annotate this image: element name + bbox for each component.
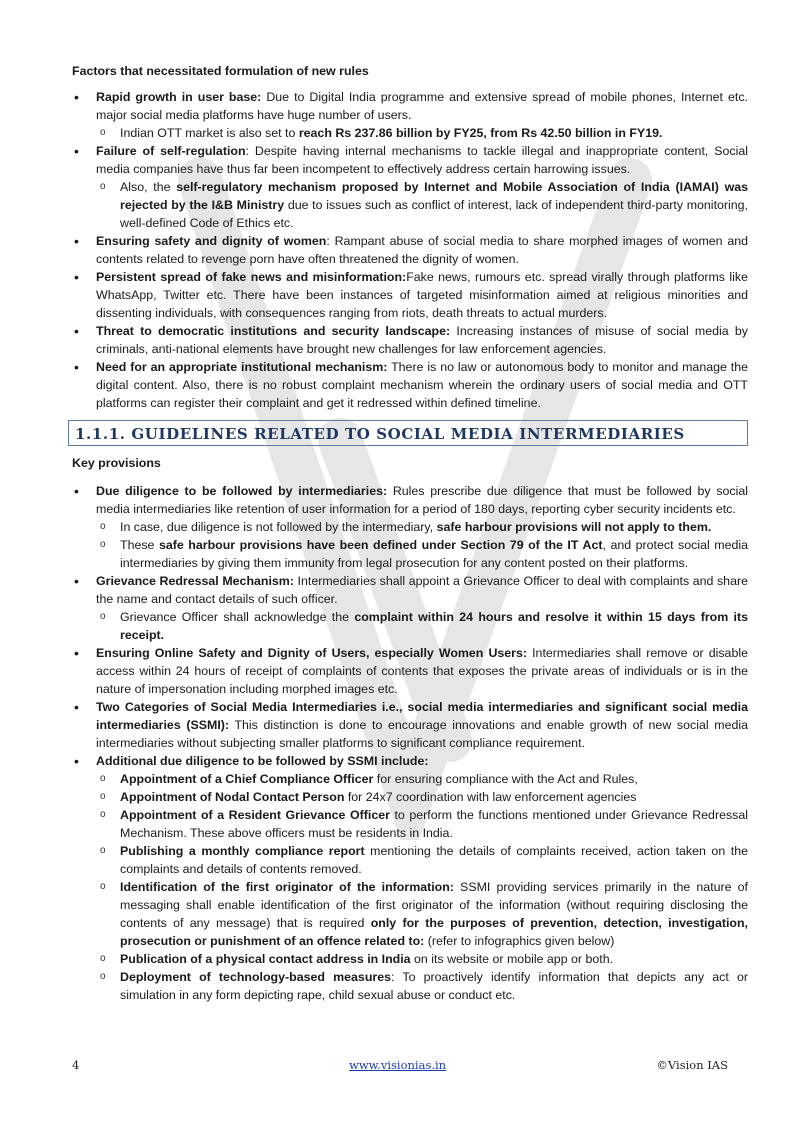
- item-title: Grievance Redressal Mechanism:: [96, 574, 294, 588]
- subitem-emphasis: only for the purposes of prevention, detection, investigation, prosecution or punishment of an offence related to:: [120, 916, 748, 948]
- provision-subitem: [96, 770, 748, 788]
- item-text: Intermediaries shall remove or disable access within 24 hours of receipt of complaints of contents that exposes the private areas of individuals or is in the nature of impersonation including morphed images etc.: [96, 646, 748, 696]
- item-title: Additional due diligence to be followed by SSMI include:: [96, 754, 429, 768]
- subitem-emphasis: Appointment of a Chief Compliance Officer: [120, 772, 374, 786]
- copyright: ©Vision IAS: [656, 1058, 728, 1072]
- page-number: 4: [72, 1058, 80, 1072]
- item-title: Two Categories of Social Media Intermediaries i.e., social media intermediaries and significant social media intermediaries (SSMI):: [96, 700, 748, 732]
- factor-item: [72, 232, 748, 268]
- factor-item: [72, 88, 748, 142]
- provision-subitem: [96, 968, 748, 1004]
- item-text: Due to Digital India programme and extensive spread of mobile phones, Internet etc. major social media platforms have huge number of users.: [96, 90, 748, 122]
- provision-subitem: [96, 608, 748, 644]
- subitem-text: : To proactively identify information that depicts any act or simulation in any form depicting rape, child sexual abuse or conduct etc.: [120, 970, 749, 1002]
- subitem-text: to perform the functions mentioned under Grievance Redressal Mechanism. These above officers must be residents in India.: [120, 808, 748, 840]
- item-text: Increasing instances of misuse of social media by criminals, anti-national elements have brought new challenges for law enforcement agencies.: [96, 324, 749, 356]
- subitem-emphasis: reach Rs 237.86 billion by FY25, from Rs 42.50 billion in FY19.: [298, 126, 663, 140]
- item-title: Rapid growth in user base:: [96, 90, 262, 104]
- item-text: Fake news, rumours etc. spread virally through platforms like WhatsApp, Twitter etc. There have been instances of targeted misinformation aimed at religious minorities and dissenting individuals, with consequences ranging from riots, death threats to actual murders.: [96, 270, 748, 320]
- subitem-text: due to issues such as conflict of interest, lack of independent third-party monitoring, well-defined Code of Ethics etc.: [120, 198, 749, 230]
- subitem-text: for ensuring compliance with the Act and Rules,: [373, 772, 638, 786]
- subitem-text: SSMI providing services primarily in the nature of messaging shall enable identification of the first originator of the information (without requiring disclosing the contents of any message) that is required: [120, 880, 748, 930]
- subitem-text: Grievance Officer shall acknowledge the: [120, 610, 355, 624]
- item-title: Ensuring safety and dignity of women: [96, 234, 327, 248]
- provision-subitem: [96, 806, 748, 842]
- provision-subitem: [96, 878, 748, 950]
- subitem-text: Indian OTT market is also set to: [120, 126, 299, 140]
- provision-subitem: [96, 842, 748, 878]
- factor-item: [72, 142, 748, 232]
- provision-item: [72, 482, 748, 572]
- provision-subitem: [96, 950, 748, 968]
- website-link[interactable]: www.visionias.in: [349, 1058, 447, 1072]
- factor-subitem: [96, 178, 748, 232]
- factor-item: [72, 268, 748, 322]
- subitem-emphasis: safe harbour provisions will not apply to them.: [436, 520, 712, 534]
- item-title: Failure of self-regulation: [96, 144, 246, 158]
- provision-subitem: [96, 536, 748, 572]
- subitem-text: on its website or mobile app or both.: [410, 952, 614, 966]
- provision-subitem: [96, 518, 748, 536]
- subitem-text: mentioning the details of complaints received, action taken on the complaints and details of contents removed.: [120, 844, 748, 876]
- provision-sublist: [96, 770, 748, 1004]
- subitem-emphasis: Appointment of a Resident Grievance Officer: [120, 808, 390, 822]
- item-text: : Despite having internal mechanisms to tackle illegal and inappropriate content, Social media companies have thus far been incompetent to effectively address certain harrowing issues.: [96, 144, 748, 176]
- item-text: Rules prescribe due diligence that must be followed by social media intermediaries like retention of user information for a period of 180 days, reporting cyber security incidents etc.: [96, 484, 749, 516]
- subitem-emphasis: self-regulatory mechanism proposed by Internet and Mobile Association of India (IAMAI) was rejected by the I&B Ministry: [120, 180, 748, 212]
- subitem-emphasis: Identification of the first originator of the information:: [120, 880, 454, 894]
- subitem-emphasis: safe harbour provisions have been defined under Section 79 of the IT Act: [158, 538, 603, 552]
- provision-subitem: [96, 788, 748, 806]
- item-title: Ensuring Online Safety and Dignity of Users, especially Women Users:: [96, 646, 528, 660]
- provision-item: [72, 698, 748, 752]
- factor-sublist: [96, 178, 748, 232]
- item-text: This distinction is done to encourage innovations and enable growth of new social media intermediaries without subjecting smaller platforms to significant compliance requirement.: [96, 718, 748, 750]
- provision-sublist: [96, 608, 748, 644]
- section-heading: 1.1.1. GUIDELINES RELATED TO SOCIAL MEDIA INTERMEDIARIES: [68, 420, 748, 446]
- document-page: [72, 62, 748, 1004]
- factors-list: [72, 88, 748, 412]
- subitem-text: These: [120, 538, 159, 552]
- item-text: There is no law or autonomous body to monitor and manage the digital content. Also, there is no robust complaint mechanism wherein the ordinary users of social media and OTT platforms can register their complaint and get it redressed within defined timeline.: [96, 360, 748, 410]
- item-text: Intermediaries shall appoint a Grievance Officer to deal with complaints and share the name and contact details of such officer.: [96, 574, 748, 606]
- subitem-text: for 24x7 coordination with law enforcement agencies: [344, 790, 637, 804]
- subitem-emphasis: Publishing a monthly compliance report: [120, 844, 365, 858]
- item-title: Due diligence to be followed by intermediaries:: [96, 484, 388, 498]
- subitem-text: , and protect social media intermediaries by giving them immunity from legal prosecution for any content posted on their platforms.: [120, 538, 748, 570]
- factors-heading: Factors that necessitated formulation of new rules: [72, 64, 369, 78]
- item-title: Threat to democratic institutions and security landscape:: [96, 324, 451, 338]
- subitem-text: Also, the: [120, 180, 177, 194]
- subitem-emphasis: Publication of a physical contact address in India: [120, 952, 411, 966]
- subitem-emphasis: complaint within 24 hours and resolve it within 15 days from its receipt.: [120, 610, 748, 642]
- page-footer: [72, 1058, 728, 1076]
- subitem-text: In case, due diligence is not followed by the intermediary,: [120, 520, 437, 534]
- provision-item: [72, 572, 748, 644]
- subitem-emphasis: Appointment of Nodal Contact Person: [120, 790, 345, 804]
- factor-item: [72, 358, 748, 412]
- item-title: Persistent spread of fake news and misinformation:: [96, 270, 407, 284]
- provision-item: [72, 752, 748, 1004]
- item-title: Need for an appropriate institutional mechanism:: [96, 360, 388, 374]
- provision-item: [72, 644, 748, 698]
- factor-sublist: [96, 124, 748, 142]
- subitem-emphasis: Deployment of technology-based measures: [120, 970, 391, 984]
- factor-item: [72, 322, 748, 358]
- key-provisions-heading: Key provisions: [72, 456, 161, 470]
- subitem-text: (refer to infographics given below): [424, 934, 615, 948]
- item-text: : Rampant abuse of social media to share morphed images of women and contents related to revenge porn have often threatened the dignity of women.: [96, 234, 748, 266]
- factor-subitem: [96, 124, 748, 142]
- provisions-list: [72, 482, 748, 1004]
- provision-sublist: [96, 518, 748, 572]
